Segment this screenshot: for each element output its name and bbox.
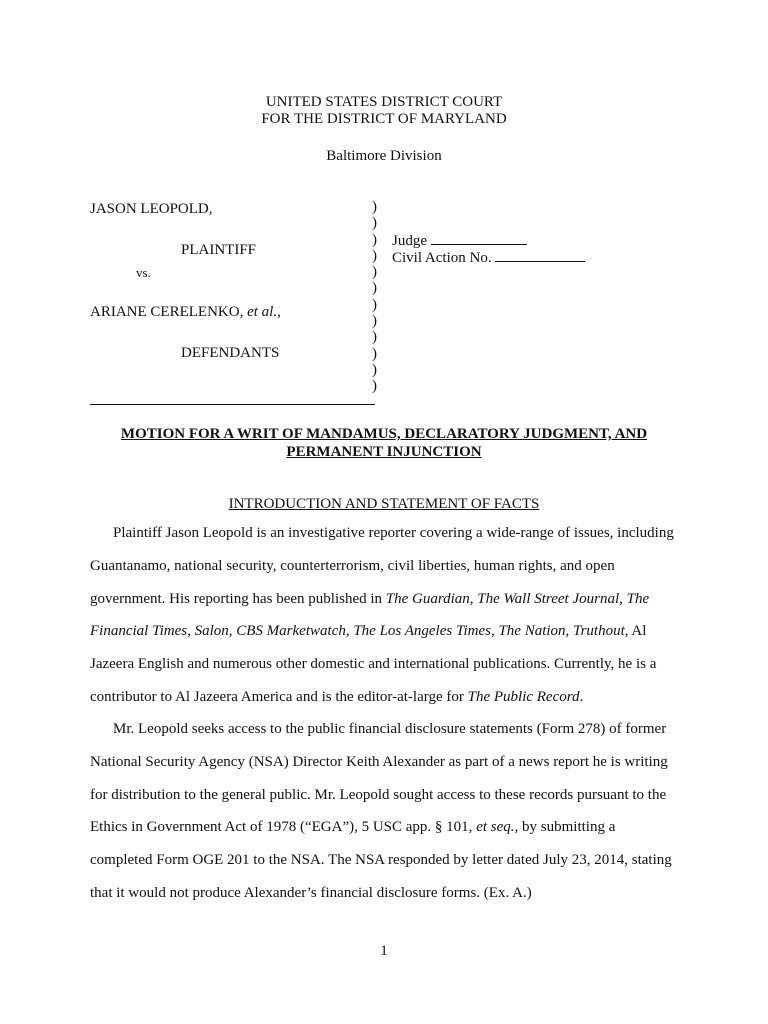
versus-label: vs. [136, 265, 151, 280]
court-name: UNITED STATES DISTRICT COURT [265, 94, 503, 110]
p2-line-4a: Ethics in Government Act of 1978 (“EGA”), 5 USC app. § 101, [90, 819, 477, 836]
p1-line-3a: government. His reporting has been published in [90, 590, 386, 607]
paragraph-2 [90, 713, 680, 910]
p2-line-2: National Security Agency (NSA) Director Keith Alexander as part of a news report he is writing [90, 753, 668, 770]
paragraph-1 [90, 517, 680, 714]
page-number: 1 [380, 943, 388, 959]
p1-line-6a: contributor to Al Jazeera America and is the editor-at-large for [90, 688, 468, 705]
section-heading: INTRODUCTION AND STATEMENT OF FACTS [228, 496, 540, 512]
p1-line-2: Guantanamo, national security, counterterrorism, civil liberties, human rights, and open [90, 557, 615, 574]
plaintiff-label: PLAINTIFF [181, 242, 257, 258]
civil-action-line [392, 249, 585, 267]
p2-line-1: Mr. Leopold seeks access to the public financial disclosure statements (Form 278) of former [113, 721, 667, 737]
judge-label: Judge [392, 233, 427, 249]
plaintiff-name: JASON LEOPOLD, [90, 201, 213, 217]
p1-line-1: Plaintiff Jason Leopold is an investigative reporter covering a wide-range of issues, including [113, 525, 674, 541]
p1-line-5: Jazeera English and numerous other domestic and international publications. Currently, he is a [90, 656, 657, 673]
p1-line-4 [90, 615, 680, 648]
judge-blank [431, 232, 527, 245]
p2-line-5: completed Form OGE 201 to the NSA. The NSA responded by letter dated July 23, 2014, stating [90, 852, 672, 869]
motion-title-line2: PERMANENT INJUNCTION [286, 444, 482, 460]
court-division: Baltimore Division [326, 148, 442, 164]
p1-line-4a: Financial Times, Salon, CBS Marketwatch, The Los Angeles Times, The Nation, Truthout [90, 623, 625, 640]
court-district: FOR THE DISTRICT OF MARYLAND [261, 111, 507, 127]
civil-action-blank [495, 249, 585, 262]
p2-line-4 [90, 811, 680, 844]
p1-line-6 [90, 681, 680, 714]
p2-line-3: for distribution to the general public. Mr. Leopold sought access to these records pursuant to the [90, 786, 667, 803]
defendants-label: DEFENDANTS [181, 345, 280, 361]
defendant-name-text: ARIANE CERELENKO, [90, 304, 244, 320]
defendant-comma: , [277, 304, 281, 320]
p1-line-3 [90, 583, 680, 616]
p2-line-4b: et seq. [476, 819, 515, 836]
p2-line-4c: , by submitting a [514, 819, 616, 836]
p1-line-3b: The Guardian, The Wall Street Journal, The [385, 590, 650, 607]
judge-line [392, 232, 527, 250]
defendant-etal: et al. [247, 304, 278, 320]
civil-action-label: Civil Action No. [392, 250, 492, 266]
p2-line-6: that it would not produce Alexander’s financial disclosure forms. (Ex. A.) [90, 884, 532, 901]
motion-title-line1: MOTION FOR A WRIT OF MANDAMUS, DECLARATORY JUDGMENT, AND [120, 426, 648, 442]
caption-paren-column: ) ) ) ) ) ) ) ) ) ) ) ) [372, 199, 377, 395]
p1-line-4b: , Al [624, 623, 647, 640]
caption-divider [90, 404, 375, 405]
defendant-name [90, 304, 281, 321]
p1-line-6b: The Public Record [467, 688, 580, 705]
p1-line-6c: . [579, 688, 584, 705]
